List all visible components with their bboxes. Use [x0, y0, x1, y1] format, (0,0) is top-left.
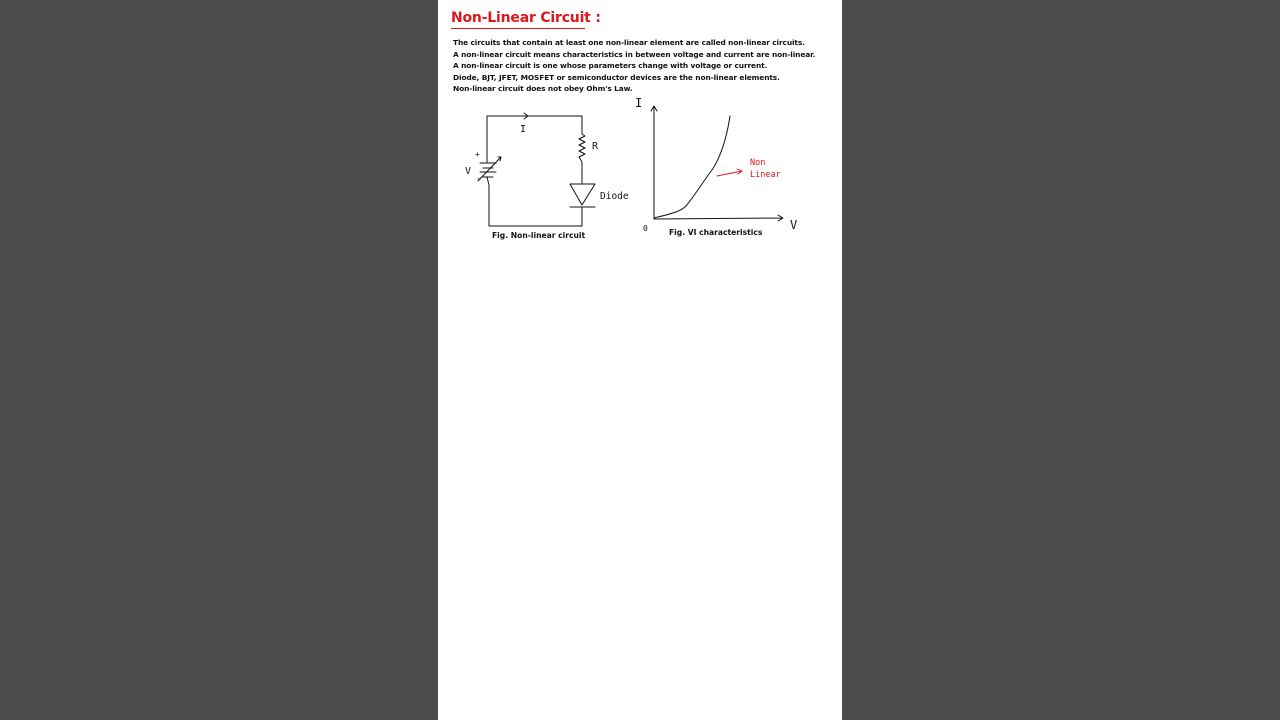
x-axis-label: V	[790, 218, 798, 232]
current-arrow	[522, 113, 528, 119]
circuit-caption: Fig. Non-linear circuit	[492, 231, 586, 240]
annotation-non: Non	[750, 158, 766, 168]
minus-sign: -	[476, 174, 481, 183]
diode-symbol	[570, 184, 595, 207]
origin-label: 0	[643, 224, 648, 233]
circuit-wire-bottom	[489, 185, 582, 226]
resistor-symbol	[579, 134, 585, 162]
x-axis	[654, 215, 783, 221]
vi-curve	[654, 116, 730, 218]
diode-label: Diode	[600, 191, 629, 202]
y-axis-label: I	[635, 96, 643, 110]
circuit-wire-top	[487, 116, 582, 162]
resistor-label: R	[592, 141, 599, 152]
battery-symbol	[478, 157, 501, 185]
page-title: Non-Linear Circuit :	[451, 10, 601, 26]
plus-sign: +	[475, 150, 480, 159]
text-line: A non-linear circuit is one whose parameters change with voltage or current.	[453, 61, 768, 70]
annotation-arrow	[717, 169, 742, 176]
graph-caption: Fig. VI characteristics	[669, 228, 763, 237]
y-axis	[651, 106, 657, 219]
document-page	[438, 0, 842, 720]
text-line: The circuits that contain at least one non-linear element are called non-linear circuits.	[453, 38, 805, 47]
source-label: V	[465, 166, 472, 177]
text-line: A non-linear circuit means characteristics in between voltage and current are non-linear.	[453, 49, 816, 59]
text-line: Diode, BJT, JFET, MOSFET or semiconductor devices are the non-linear elements.	[453, 72, 780, 82]
current-label: I	[520, 124, 527, 135]
annotation-linear: Linear	[750, 170, 781, 180]
text-line: Non-linear circuit does not obey Ohm's Law.	[453, 84, 633, 93]
diagram-canvas	[438, 0, 842, 260]
